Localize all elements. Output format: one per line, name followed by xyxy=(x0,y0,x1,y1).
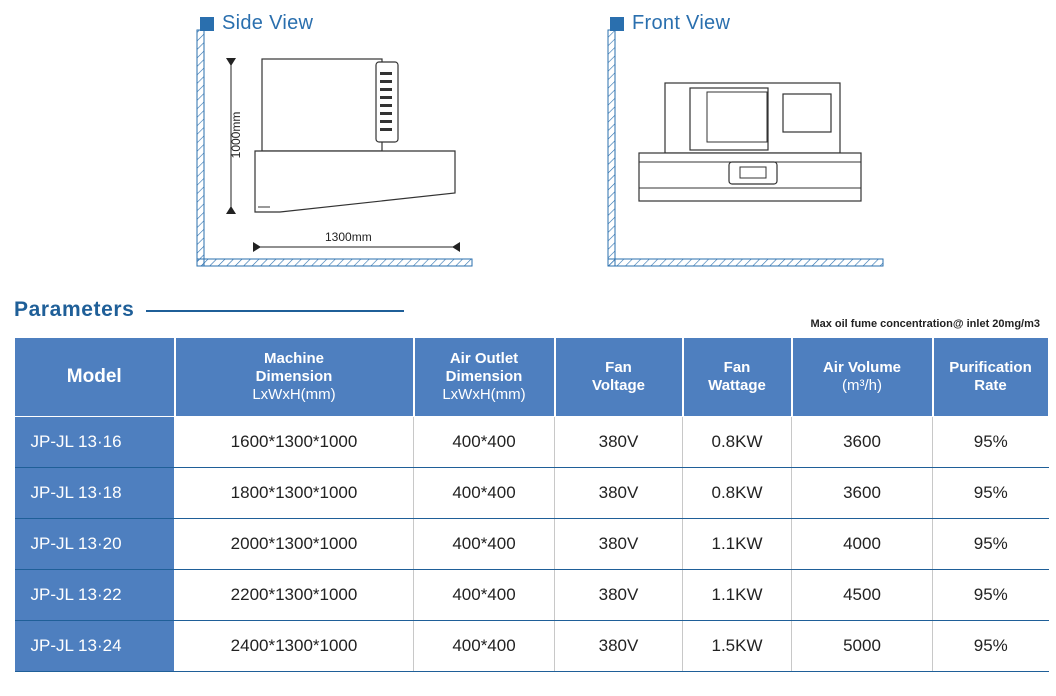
cell-air-outlet: 400*400 xyxy=(414,417,555,468)
header-unit: LxWxH(mm) xyxy=(442,386,526,403)
cell-wattage: 1.1KW xyxy=(683,519,792,570)
header-line: Machine xyxy=(263,350,324,367)
cell-voltage: 380V xyxy=(555,417,683,468)
cell-machine-dimension: 2000*1300*1000 xyxy=(175,519,414,570)
header-line: Air Outlet xyxy=(449,350,519,367)
header-fan-wattage xyxy=(683,338,792,417)
cell-model: JP-JL 13·16 xyxy=(15,417,175,468)
cell-air-outlet: 400*400 xyxy=(414,519,555,570)
cell-air-outlet: 400*400 xyxy=(414,468,555,519)
cell-air-volume: 3600 xyxy=(792,468,933,519)
cell-model: JP-JL 13·22 xyxy=(15,570,175,621)
technical-drawings xyxy=(0,0,1056,296)
table-row xyxy=(15,417,1049,468)
cell-machine-dimension: 2400*1300*1000 xyxy=(175,621,414,672)
front-view-drawing xyxy=(608,30,883,266)
height-dimension-label: 1000mm xyxy=(229,111,243,159)
front-view-label: Front View xyxy=(632,12,731,34)
header-line: Wattage xyxy=(708,377,766,394)
cell-machine-dimension: 2200*1300*1000 xyxy=(175,570,414,621)
header-line: Fan xyxy=(605,359,632,376)
header-machine-dimension xyxy=(175,338,414,417)
header-air-outlet xyxy=(414,338,555,417)
table-row xyxy=(15,621,1049,672)
cell-air-volume: 4500 xyxy=(792,570,933,621)
cell-model: JP-JL 13·24 xyxy=(15,621,175,672)
header-model: Model xyxy=(15,338,175,417)
side-view-title xyxy=(200,12,313,35)
header-line: Purification xyxy=(949,359,1032,376)
parameters-title: Parameters xyxy=(14,298,135,321)
cell-rate: 95% xyxy=(933,570,1049,621)
cell-machine-dimension: 1800*1300*1000 xyxy=(175,468,414,519)
side-view-label: Side View xyxy=(222,12,314,34)
width-dimension-label: 1300mm xyxy=(325,230,372,244)
table-row xyxy=(15,570,1049,621)
header-line: Fan xyxy=(723,359,751,376)
header-air-volume xyxy=(792,338,933,417)
cell-wattage: 0.8KW xyxy=(683,468,792,519)
cell-air-volume: 4000 xyxy=(792,519,933,570)
cell-voltage: 380V xyxy=(555,570,683,621)
table-row xyxy=(15,468,1049,519)
front-view-title xyxy=(610,12,730,35)
square-bullet-icon xyxy=(610,17,624,31)
cell-machine-dimension: 1600*1300*1000 xyxy=(175,417,414,468)
header-line: Dimension xyxy=(255,368,333,385)
parameters-table xyxy=(14,337,1050,672)
cell-model: JP-JL 13·20 xyxy=(15,519,175,570)
header-line: Voltage xyxy=(591,377,646,394)
parameters-underline xyxy=(146,310,404,312)
cell-wattage: 1.1KW xyxy=(683,570,792,621)
header-purification-rate xyxy=(933,338,1049,417)
cell-air-volume: 5000 xyxy=(792,621,933,672)
cell-rate: 95% xyxy=(933,468,1049,519)
cell-air-volume: 3600 xyxy=(792,417,933,468)
cell-air-outlet: 400*400 xyxy=(414,570,555,621)
cell-air-outlet: 400*400 xyxy=(414,621,555,672)
cell-wattage: 0.8KW xyxy=(683,417,792,468)
table-header-row xyxy=(15,338,1049,417)
table-row xyxy=(15,519,1049,570)
cell-voltage: 380V xyxy=(555,621,683,672)
header-unit: LxWxH(mm) xyxy=(252,386,336,403)
cell-voltage: 380V xyxy=(555,468,683,519)
header-fan-voltage xyxy=(555,338,683,417)
header-line: Air Volume xyxy=(822,359,902,376)
cell-rate: 95% xyxy=(933,417,1049,468)
square-bullet-icon xyxy=(200,17,214,31)
cell-rate: 95% xyxy=(933,519,1049,570)
concentration-note: Max oil fume concentration@ inlet 20mg/m3 xyxy=(810,318,1040,330)
cell-rate: 95% xyxy=(933,621,1049,672)
header-line: Rate xyxy=(974,377,1007,394)
cell-voltage: 380V xyxy=(555,519,683,570)
cell-model: JP-JL 13·18 xyxy=(15,468,175,519)
header-line: Dimension xyxy=(445,368,523,385)
cell-wattage: 1.5KW xyxy=(683,621,792,672)
header-unit: (m³/h) xyxy=(842,377,882,394)
